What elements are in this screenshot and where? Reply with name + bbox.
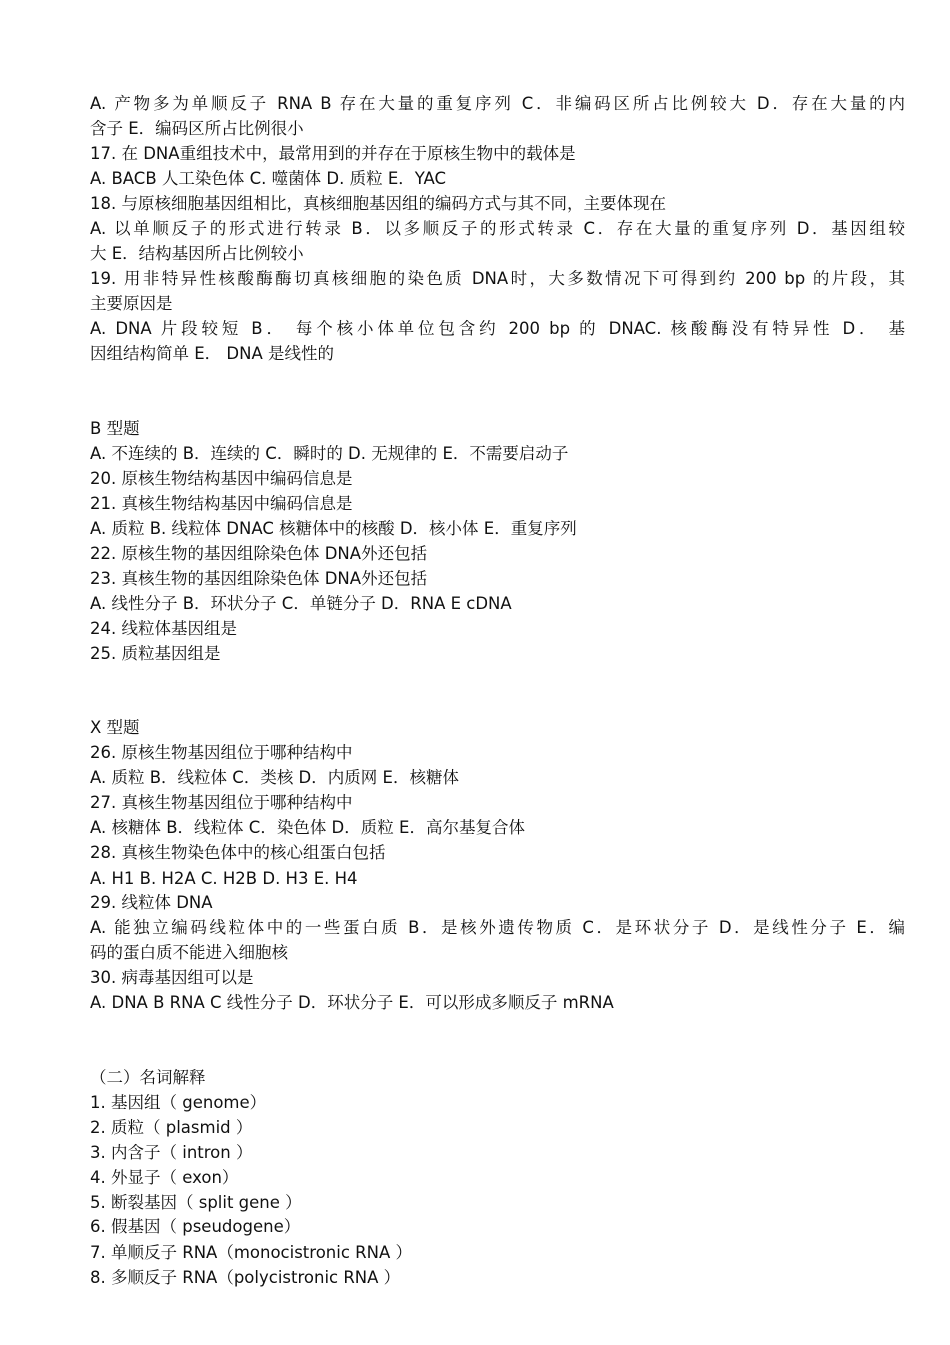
question-27: 27. 真核生物基因组位于哪种结构中 [90,793,353,812]
term-item: 1. 基因组（ genome） [90,1093,267,1112]
term-item: 8. 多顺反子 RNA（polycistronic RNA ） [90,1268,401,1287]
question-19-line-1: 19. 用非特异性核酸酶酶切真核细胞的染色质 DNA时，大多数情况下可得到约 200 bp 的片段，其 [90,269,905,288]
q16-options-line-2: 含子 E．编码区所占比例很小 [90,119,304,138]
term-item: 7. 单顺反子 RNA（monocistronic RNA ） [90,1243,412,1262]
term-item: 4. 外显子（ exon） [90,1168,239,1187]
question-26: 26. 原核生物基因组位于哪种结构中 [90,743,353,762]
question-24: 24. 线粒体基因组是 [90,619,237,638]
q18-options-line-2: 大 E．结构基因所占比例较小 [90,244,304,263]
section-heading-x: X 型题 [90,718,140,737]
term-item: 5. 断裂基因（ split gene ） [90,1193,302,1212]
q17-options: A. BACB 人工染色体 C. 噬菌体 D. 质粒 E．YAC [90,169,447,188]
q19-options-line-2: 因组结构简单 E． DNA 是线性的 [90,344,334,363]
q26-options: A. 质粒 B．线粒体 C．类核 D．内质网 E．核糖体 [90,768,459,787]
section-heading-terms: （二）名词解释 [90,1068,206,1087]
q30-options: A. DNA B RNA C 线性分子 D．环状分子 E．可以形成多顺反子 mRNA [90,993,614,1012]
term-item: 3. 内含子（ intron ） [90,1143,253,1162]
question-25: 25. 质粒基因组是 [90,644,221,663]
q29-options-line-2: 码的蛋白质不能进入细胞核 [90,943,288,962]
question-29: 29. 线粒体 DNA [90,893,213,912]
question-19-line-2: 主要原因是 [90,294,173,313]
question-30: 30. 病毒基因组可以是 [90,968,254,987]
b-set2-options: A. 质粒 B. 线粒体 DNAC 核糖体中的核酸 D．核小体 E．重复序列 [90,519,577,538]
q16-options-line-1: A. 产物多为单顺反子 RNA B 存在大量的重复序列 C．非编码区所占比例较大 D．存在大量的内 [90,94,905,113]
question-18: 18. 与原核细胞基因组相比，真核细胞基因组的编码方式与其不同，主要体现在 [90,194,666,213]
q29-options-line-1: A. 能独立编码线粒体中的一些蛋白质 B．是核外遗传物质 C．是环状分子 D．是线性分子 E．编 [90,918,905,937]
q27-options: A. 核糖体 B．线粒体 C．染色体 D．质粒 E．高尔基复合体 [90,818,525,837]
q19-options-line-1: A. DNA 片段较短 B． 每个核小体单位包含约 200 bp 的 DNAC. 核酸酶没有特异性 D． 基 [90,319,905,338]
question-17: 17. 在 DNA重组技术中，最常用到的并存在于原核生物中的载体是 [90,144,576,163]
question-22: 22. 原核生物的基因组除染色体 DNA外还包括 [90,544,428,563]
b-set3-options: A. 线性分子 B．环状分子 C．单链分子 D．RNA E cDNA [90,594,512,613]
section-heading-b: B 型题 [90,419,140,438]
question-23: 23. 真核生物的基因组除染色体 DNA外还包括 [90,569,428,588]
q28-options: A. H1 B. H2A C. H2B D. H3 E. H4 [90,869,358,888]
question-21: 21. 真核生物结构基因中编码信息是 [90,494,353,513]
question-28: 28. 真核生物染色体中的核心组蛋白包括 [90,843,386,862]
question-20: 20. 原核生物结构基因中编码信息是 [90,469,353,488]
term-item: 6. 假基因（ pseudogene） [90,1217,301,1236]
b-set1-options: A. 不连续的 B．连续的 C．瞬时的 D. 无规律的 E．不需要启动子 [90,444,569,463]
term-item: 2. 质粒（ plasmid ） [90,1118,253,1137]
q18-options-line-1: A. 以单顺反子的形式进行转录 B．以多顺反子的形式转录 C．存在大量的重复序列 D．基因组较 [90,219,905,238]
